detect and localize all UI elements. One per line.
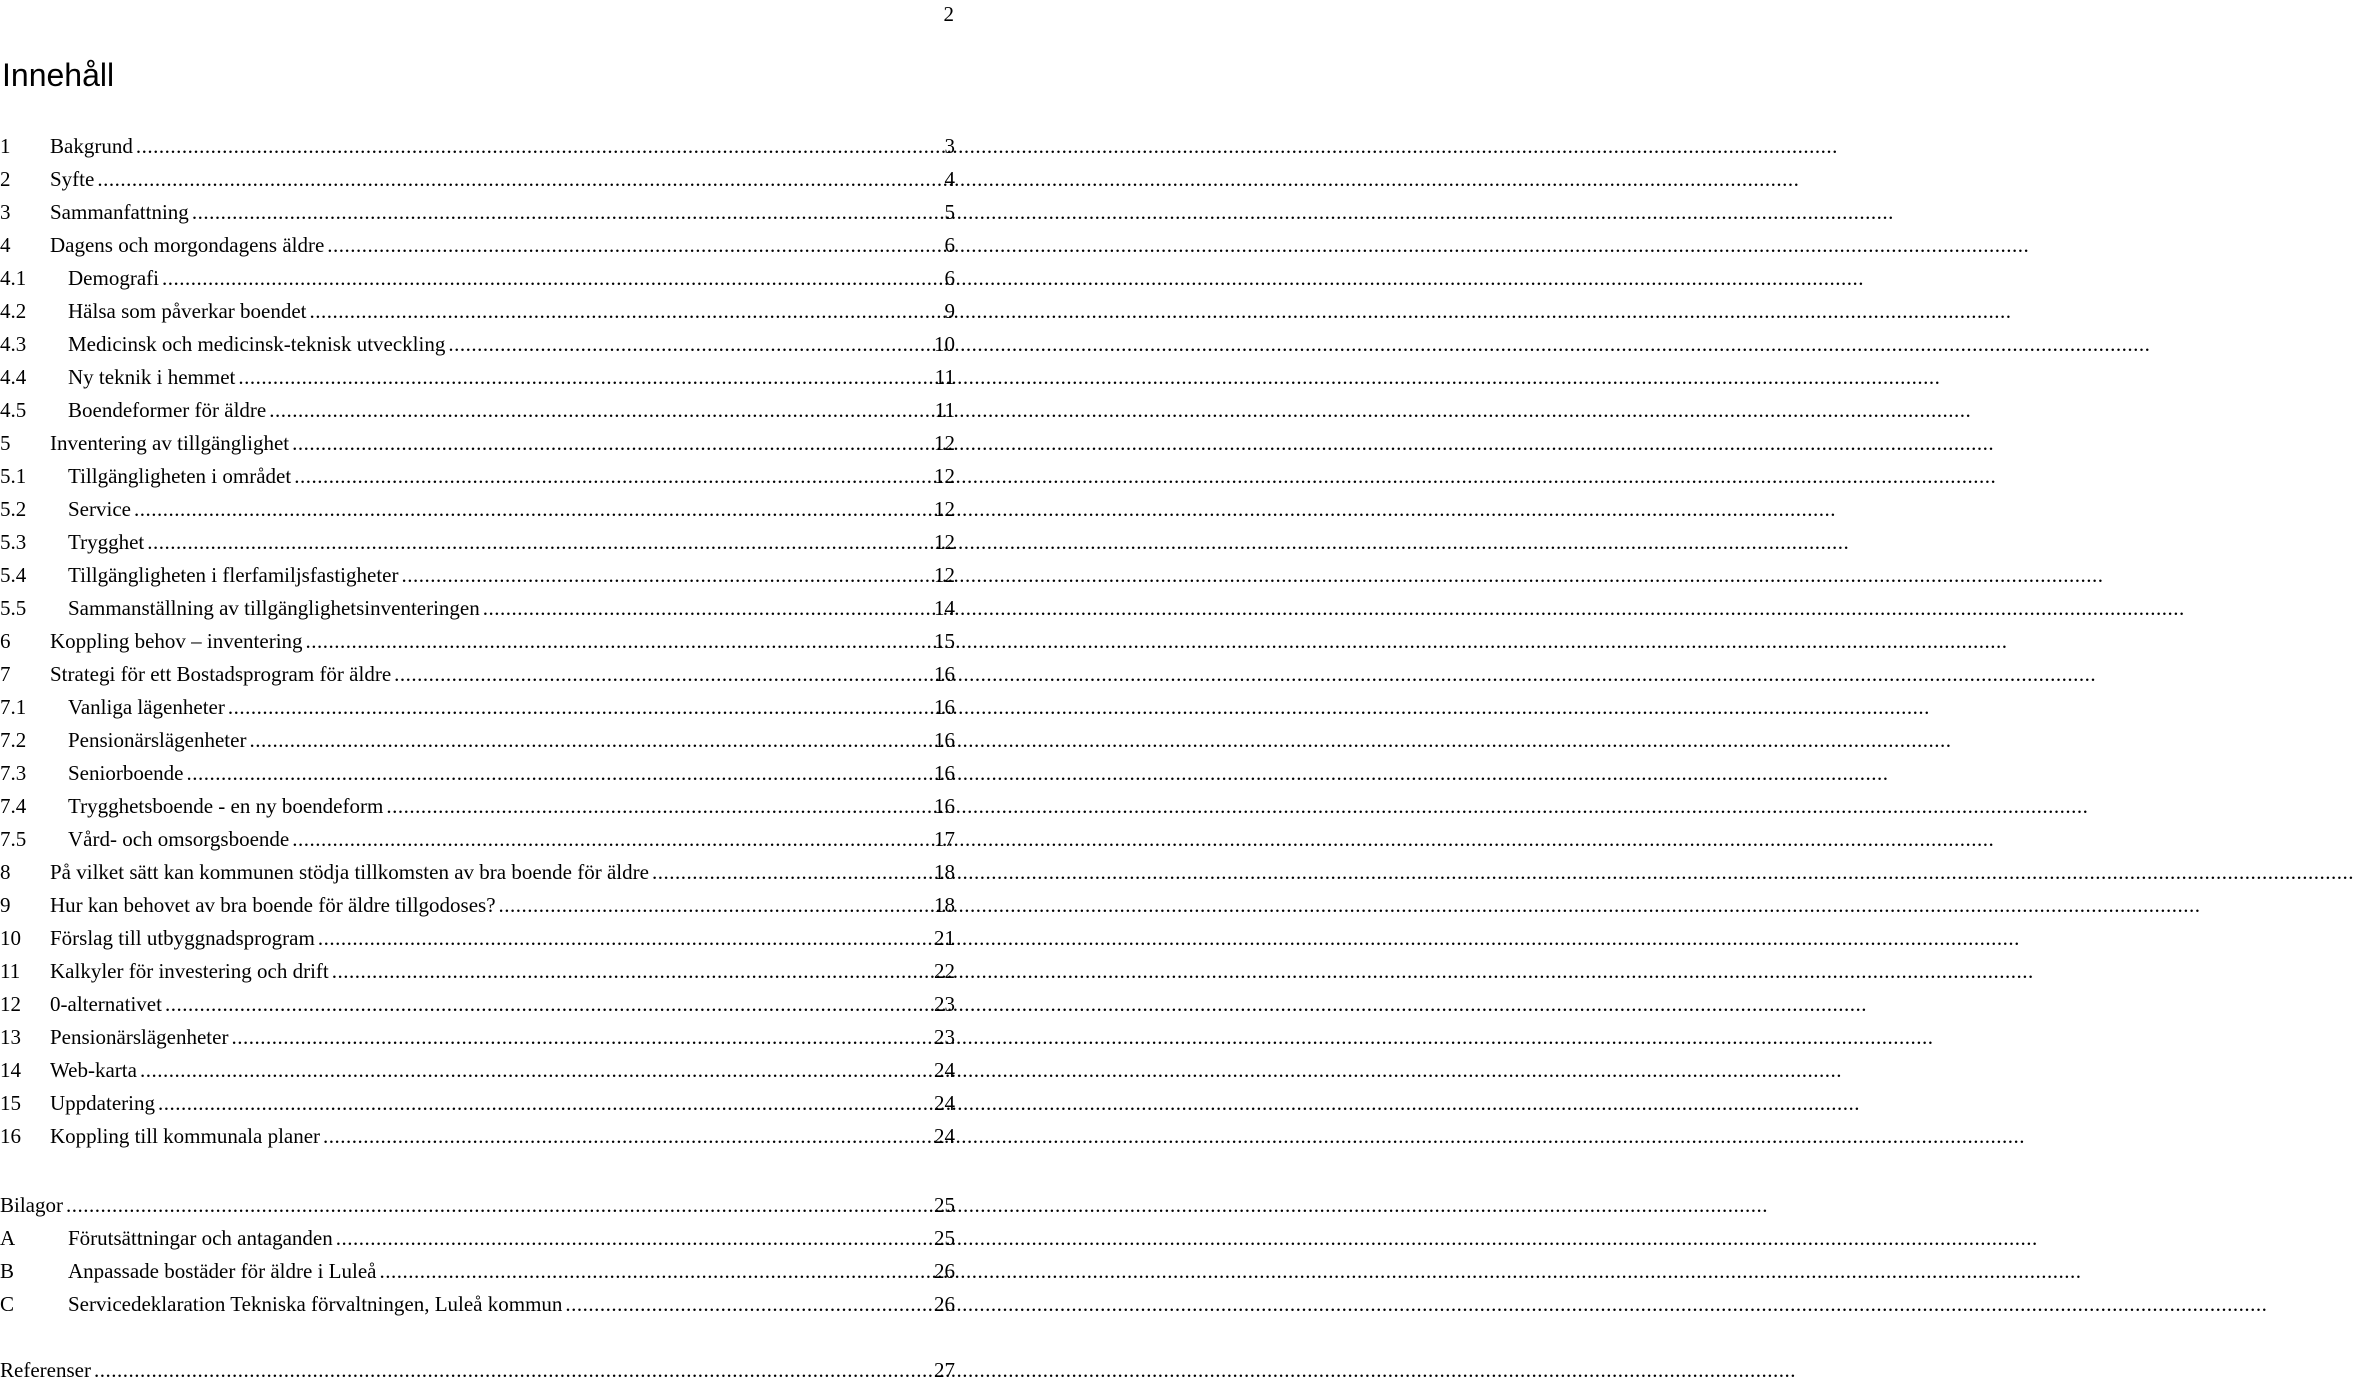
toc-entry-title: Förutsättningar och antaganden	[68, 1226, 333, 1250]
toc-entry-title: Koppling behov – inventering	[50, 629, 303, 653]
toc-entry-page: 24	[934, 1091, 955, 1115]
toc-entry-page: 25	[934, 1226, 955, 1250]
toc-entry-page: 23	[934, 1025, 955, 1049]
toc-entry-title: Seniorboende	[68, 761, 184, 785]
toc-entry-title: Vård- och omsorgsboende	[68, 827, 290, 851]
toc-dot-leader	[228, 691, 931, 724]
toc-dot-leader	[238, 361, 931, 394]
toc-entry-number: 10	[0, 926, 21, 950]
toc-entry-page: 18	[934, 893, 955, 917]
toc-entry-page: 9	[944, 299, 955, 323]
toc-dot-leader	[652, 856, 931, 889]
toc-entry-page: 27	[934, 1358, 955, 1382]
toc-dot-leader	[165, 988, 931, 1021]
toc-entry[interactable]	[0, 229, 955, 262]
toc-entry[interactable]	[0, 427, 955, 460]
toc-dot-leader	[140, 1054, 931, 1087]
toc-dot-leader	[323, 1120, 931, 1153]
toc-dot-leader	[136, 130, 942, 163]
toc-entry-title: Bakgrund	[50, 134, 133, 158]
toc-entry-page: 18	[934, 860, 955, 884]
toc-dot-leader	[192, 196, 942, 229]
toc-entry-page: 21	[934, 926, 955, 950]
toc-entry-title: Förslag till utbyggnadsprogram	[50, 926, 315, 950]
toc-entry-page: 22	[934, 959, 955, 983]
toc-entry-number: 8	[0, 860, 11, 884]
toc-entry[interactable]	[0, 658, 955, 691]
toc-entry[interactable]	[0, 1288, 955, 1321]
toc-entry[interactable]	[0, 955, 955, 988]
toc-entry-page: 16	[934, 794, 955, 818]
toc-entry-page: 24	[934, 1124, 955, 1148]
toc-appendix-list	[0, 1189, 955, 1321]
toc-entry-number: 1	[0, 134, 11, 158]
toc-entry-page: 12	[934, 497, 955, 521]
toc-entry-page: 12	[934, 563, 955, 587]
toc-entry-title: Web-karta	[50, 1058, 137, 1082]
toc-entry-title: Vanliga lägenheter	[68, 695, 225, 719]
toc-entry[interactable]	[0, 724, 955, 757]
toc-entry-title: På vilket sätt kan kommunen stödja tillkomsten av bra boende för äldre	[50, 860, 649, 884]
toc-entry[interactable]	[0, 262, 955, 295]
toc-entry-number: 12	[0, 992, 21, 1016]
toc-entry-title: Uppdatering	[50, 1091, 155, 1115]
toc-entry[interactable]	[0, 1255, 955, 1288]
toc-dot-leader	[294, 460, 931, 493]
toc-entry-page: 16	[934, 728, 955, 752]
toc-dot-leader	[158, 1087, 931, 1120]
toc-dot-leader	[379, 1255, 931, 1288]
toc-entry-page: 6	[944, 233, 955, 257]
toc-entry-title: Tillgängligheten i området	[68, 464, 292, 488]
toc-entry-number: 9	[0, 893, 11, 917]
toc-entry-number: 4.2	[0, 299, 27, 323]
toc-entry-number: 4.1	[0, 266, 27, 290]
toc-entry-number: 5.4	[0, 563, 27, 587]
toc-entry-number: 5.2	[0, 497, 27, 521]
toc-heading: Innehåll	[2, 57, 115, 93]
toc-entry-page: 11	[934, 365, 955, 389]
toc-dot-leader	[292, 823, 931, 856]
toc-dot-leader	[66, 1189, 931, 1222]
page-number: 2	[943, 2, 954, 26]
toc-entry[interactable]	[0, 1054, 955, 1087]
toc-main-list	[0, 130, 955, 1153]
toc-entry-title: Sammanställning av tillgänglighetsinventeringen	[68, 596, 480, 620]
toc-entry-title: 0-alternativet	[50, 992, 162, 1016]
toc-entry-title: Boendeformer för äldre	[68, 398, 267, 422]
toc-entry[interactable]	[0, 988, 955, 1021]
toc-entry-page: 17	[934, 827, 955, 851]
toc-entry-number: 4.3	[0, 332, 27, 356]
toc-dot-leader	[448, 328, 931, 361]
toc-entry-title: Anpassade bostäder för äldre i Luleå	[68, 1259, 377, 1283]
toc-entry[interactable]	[0, 1354, 955, 1387]
toc-entry-number: 13	[0, 1025, 21, 1049]
toc-entry-title: Sammanfattning	[50, 200, 189, 224]
toc-entry-title: Pensionärslägenheter	[68, 728, 247, 752]
toc-dot-leader	[565, 1288, 931, 1321]
toc-entry[interactable]	[0, 889, 955, 922]
toc-entry[interactable]	[0, 757, 955, 790]
toc-dot-leader	[394, 658, 931, 691]
toc-entry-title: Inventering av tillgänglighet	[50, 431, 290, 455]
toc-references-list	[0, 1354, 955, 1387]
toc-entry-number: 4.5	[0, 398, 27, 422]
toc-entry-page: 10	[934, 332, 955, 356]
toc-entry-page: 23	[934, 992, 955, 1016]
toc-dot-leader	[162, 262, 942, 295]
toc-entry[interactable]	[0, 691, 955, 724]
toc-dot-leader	[97, 163, 941, 196]
toc-dot-leader	[134, 493, 931, 526]
toc-entry-page: 11	[934, 398, 955, 422]
toc-entry-title: Hälsa som påverkar boendet	[68, 299, 307, 323]
toc-entry-number: 4	[0, 233, 11, 257]
toc-entry-number: 14	[0, 1058, 21, 1082]
toc-entry-title: Bilagor	[0, 1193, 63, 1217]
toc-entry[interactable]	[0, 361, 955, 394]
toc-dot-leader	[269, 394, 932, 427]
toc-entry[interactable]	[0, 625, 955, 658]
toc-entry[interactable]	[0, 1120, 955, 1153]
toc-entry-title: Referenser	[0, 1358, 91, 1382]
toc-entry-page: 16	[934, 695, 955, 719]
toc-entry[interactable]	[0, 559, 955, 592]
toc-dot-leader	[147, 526, 931, 559]
toc-entry-number: 5	[0, 431, 11, 455]
toc-entry-title: Hur kan behovet av bra boende för äldre tillgodoses?	[50, 893, 496, 917]
toc-entry-number: 7.1	[0, 695, 27, 719]
toc-entry-page: 4	[944, 167, 955, 191]
toc-entry-number: 11	[0, 959, 21, 983]
toc-entry-page: 12	[934, 464, 955, 488]
toc-dot-leader	[499, 889, 931, 922]
toc-entry-title: Kalkyler för investering och drift	[50, 959, 329, 983]
toc-entry[interactable]	[0, 526, 955, 559]
toc-entry[interactable]	[0, 460, 955, 493]
toc-entry[interactable]	[0, 394, 955, 427]
toc-dot-leader	[483, 592, 931, 625]
toc-entry-page: 6	[944, 266, 955, 290]
toc-entry-title: Syfte	[50, 167, 95, 191]
toc-entry-page: 15	[934, 629, 955, 653]
toc-entry[interactable]	[0, 130, 955, 163]
toc-entry-number: C	[0, 1292, 15, 1316]
toc-dot-leader	[336, 1222, 931, 1255]
toc-entry-page: 25	[934, 1193, 955, 1217]
toc-dot-leader	[327, 229, 941, 262]
toc-entry[interactable]	[0, 163, 955, 196]
toc-entry[interactable]	[0, 856, 955, 889]
toc-dot-leader	[310, 295, 942, 328]
toc-entry-number: A	[0, 1226, 16, 1250]
toc-entry-title: Trygghet	[68, 530, 145, 554]
toc-entry-page: 26	[934, 1259, 955, 1283]
toc-entry[interactable]	[0, 823, 955, 856]
toc-entry[interactable]	[0, 1222, 955, 1255]
toc-dot-leader	[318, 922, 931, 955]
toc-entry-page: 5	[944, 200, 955, 224]
toc-entry-title: Service	[68, 497, 131, 521]
toc-entry-number: 16	[0, 1124, 21, 1148]
toc-dot-leader	[401, 559, 931, 592]
toc-entry-title: Koppling till kommunala planer	[50, 1124, 321, 1148]
toc-entry[interactable]	[0, 1021, 955, 1054]
toc-dot-leader	[306, 625, 931, 658]
toc-entry[interactable]	[0, 295, 955, 328]
toc-entry-page: 12	[934, 530, 955, 554]
toc-entry-number: 5.3	[0, 530, 27, 554]
toc-entry-number: 6	[0, 629, 11, 653]
toc-entry-number: 5.1	[0, 464, 27, 488]
toc-dot-leader	[231, 1021, 931, 1054]
toc-entry-title: Tillgängligheten i flerfamiljsfastigheter	[68, 563, 399, 587]
toc-entry-title: Demografi	[68, 266, 159, 290]
toc-dot-leader	[332, 955, 931, 988]
toc-dot-leader	[292, 427, 931, 460]
toc-entry-title: Ny teknik i hemmet	[68, 365, 236, 389]
toc-entry-page: 14	[934, 596, 955, 620]
toc-dot-leader	[249, 724, 931, 757]
toc-entry[interactable]	[0, 493, 955, 526]
toc-entry[interactable]	[0, 1087, 955, 1120]
toc-entry-number: 5.5	[0, 596, 27, 620]
toc-entry-number: 7.2	[0, 728, 27, 752]
toc-entry-number: 3	[0, 200, 11, 224]
toc-entry-page: 26	[934, 1292, 955, 1316]
toc-entry[interactable]	[0, 196, 955, 229]
toc-entry-number: B	[0, 1259, 15, 1283]
toc-entry-title: Medicinsk och medicinsk-teknisk utveckling	[68, 332, 446, 356]
toc-entry-number: 7.5	[0, 827, 27, 851]
toc-entry[interactable]	[0, 922, 955, 955]
toc-entry-number: 15	[0, 1091, 21, 1115]
toc-entry-page: 16	[934, 761, 955, 785]
toc-entry-title: Pensionärslägenheter	[50, 1025, 229, 1049]
toc-dot-leader	[386, 790, 931, 823]
toc-entry-page: 16	[934, 662, 955, 686]
toc-entry-number: 4.4	[0, 365, 27, 389]
toc-entry[interactable]	[0, 1189, 955, 1222]
toc-entry-title: Servicedeklaration Tekniska förvaltningen, Luleå kommun	[68, 1292, 563, 1316]
toc-entry[interactable]	[0, 328, 955, 361]
toc-entry-number: 7.3	[0, 761, 27, 785]
toc-dot-leader	[186, 757, 931, 790]
toc-entry-number: 2	[0, 167, 11, 191]
toc-entry-title: Strategi för ett Bostadsprogram för äldre	[50, 662, 392, 686]
toc-entry-number: 7.4	[0, 794, 27, 818]
toc-entry[interactable]	[0, 790, 955, 823]
toc-entry-page: 12	[934, 431, 955, 455]
toc-entry[interactable]	[0, 592, 955, 625]
toc-dot-leader	[94, 1354, 931, 1387]
toc-entry-page: 3	[944, 134, 955, 158]
toc-entry-page: 24	[934, 1058, 955, 1082]
toc-entry-title: Trygghetsboende - en ny boendeform	[68, 794, 384, 818]
toc-entry-title: Dagens och morgondagens äldre	[50, 233, 325, 257]
toc-entry-number: 7	[0, 662, 11, 686]
